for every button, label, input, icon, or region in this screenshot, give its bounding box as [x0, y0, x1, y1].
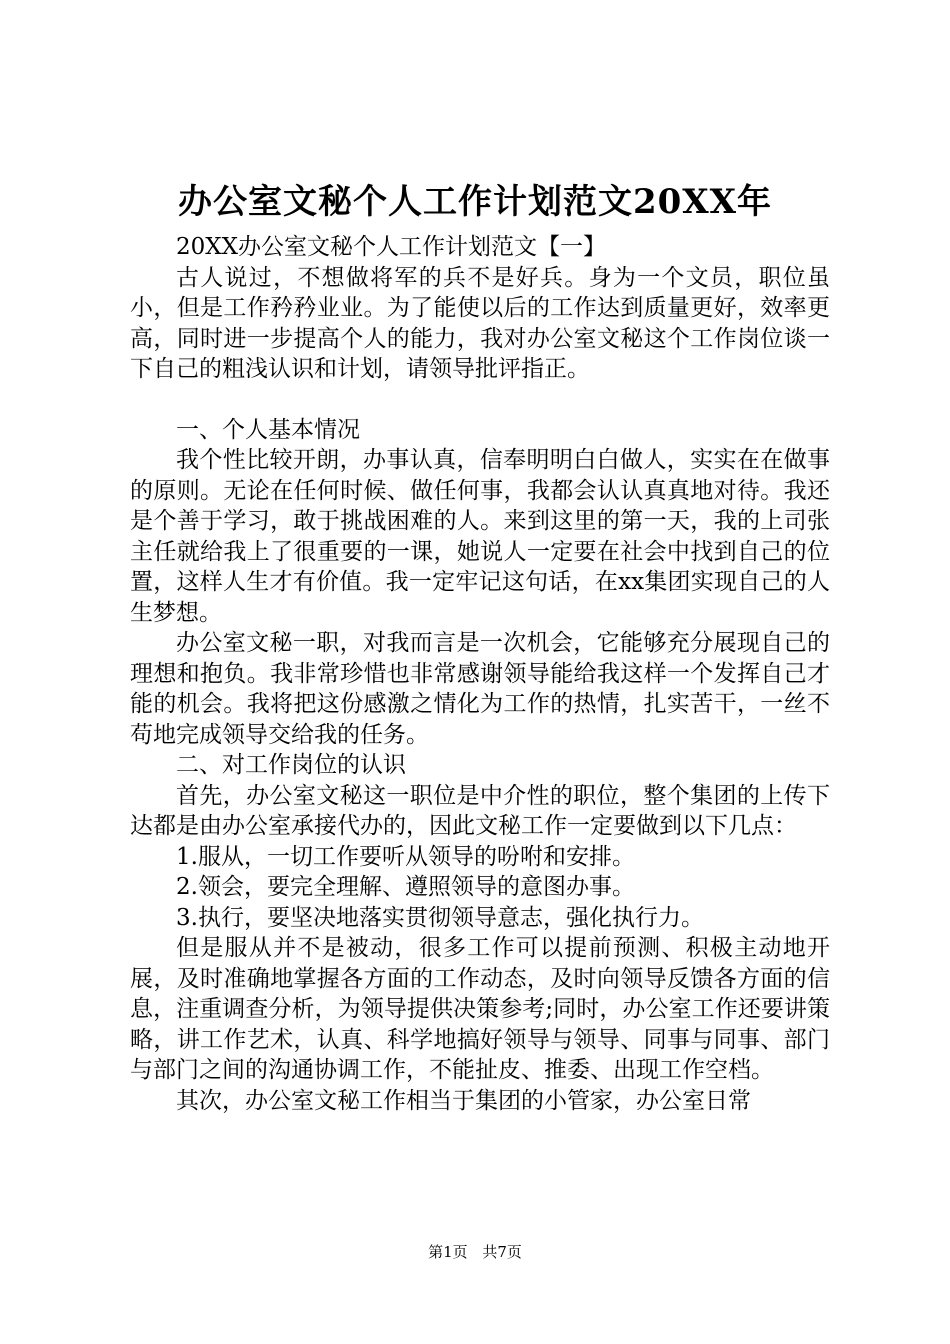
document-body: [130, 232, 830, 1116]
section-heading: 一、个人基本情况: [176, 416, 360, 443]
paragraph: 首先，办公室文秘这一职位是中介性的职位，整个集团的上传下达都是由办公室承接代办的，因此文秘工作一定要做到以下几点：: [130, 782, 830, 839]
page-total: 共7页: [482, 1243, 522, 1261]
section-heading: 20XX办公室文秘个人工作计划范文【一】: [176, 234, 607, 260]
document-title: 办公室文秘个人工作计划范文20XX年: [177, 182, 773, 222]
page-footer: [0, 1242, 950, 1262]
paragraph: 办公室文秘一职，对我而言是一次机会，它能够充分展现自己的理想和抱负。我非常珍惜也非常感谢领导能给我这样一个发挥自己才能的机会。我将把这份感激之情化为工作的热情，扎实苦干，一丝不苟地完成领导交给我的任务。: [130, 630, 830, 748]
page-number: 第1页: [428, 1243, 468, 1261]
paragraph: 古人说过，不想做将军的兵不是好兵。身为一个文员，职位虽小，但是工作矜矜业业。为了能使以后的工作达到质量更好，效率更高，同时进一步提高个人的能力，我对办公室文秘这个工作岗位谈一下自己的粗浅认识和计划，请领导批评指正。: [130, 264, 830, 382]
list-item: 1.服从，一切工作要听从领导的吩咐和安排。: [176, 843, 635, 870]
paragraph: 其次，办公室文秘工作相当于集团的小管家，办公室日常: [176, 1087, 751, 1114]
list-item: 3.执行，要坚决地落实贯彻领导意志，强化执行力。: [176, 904, 704, 931]
paragraph: 但是服从并不是被动，很多工作可以提前预测、积极主动地开展，及时准确地掌握各方面的工作动态，及时向领导反馈各方面的信息，注重调查分析，为领导提供决策参考;同时，办公室工作还要讲策略，讲工作艺术，认真、科学地搞好领导与领导、同事与同事、部门与部门之间的沟通协调工作，不能扯皮、推委、出现工作空档。: [130, 935, 830, 1083]
paragraph: 我个性比较开朗，办事认真，信奉明明白白做人，实实在在做事的原则。无论在任何时候、做任何事，我都会认认真真地对待。我还是个善于学习，敢于挑战困难的人。来到这里的第一天，我的上司张主任就给我上了很重要的一课，她说人一定要在社会中找到自己的位置，这样人生才有价值。我一定牢记这句话，在xx集团实现自己的人生梦想。: [130, 447, 830, 626]
list-item: 2.领会，要完全理解、遵照领导的意图办事。: [176, 874, 635, 900]
section-heading: 二、对工作岗位的认识: [176, 752, 406, 778]
